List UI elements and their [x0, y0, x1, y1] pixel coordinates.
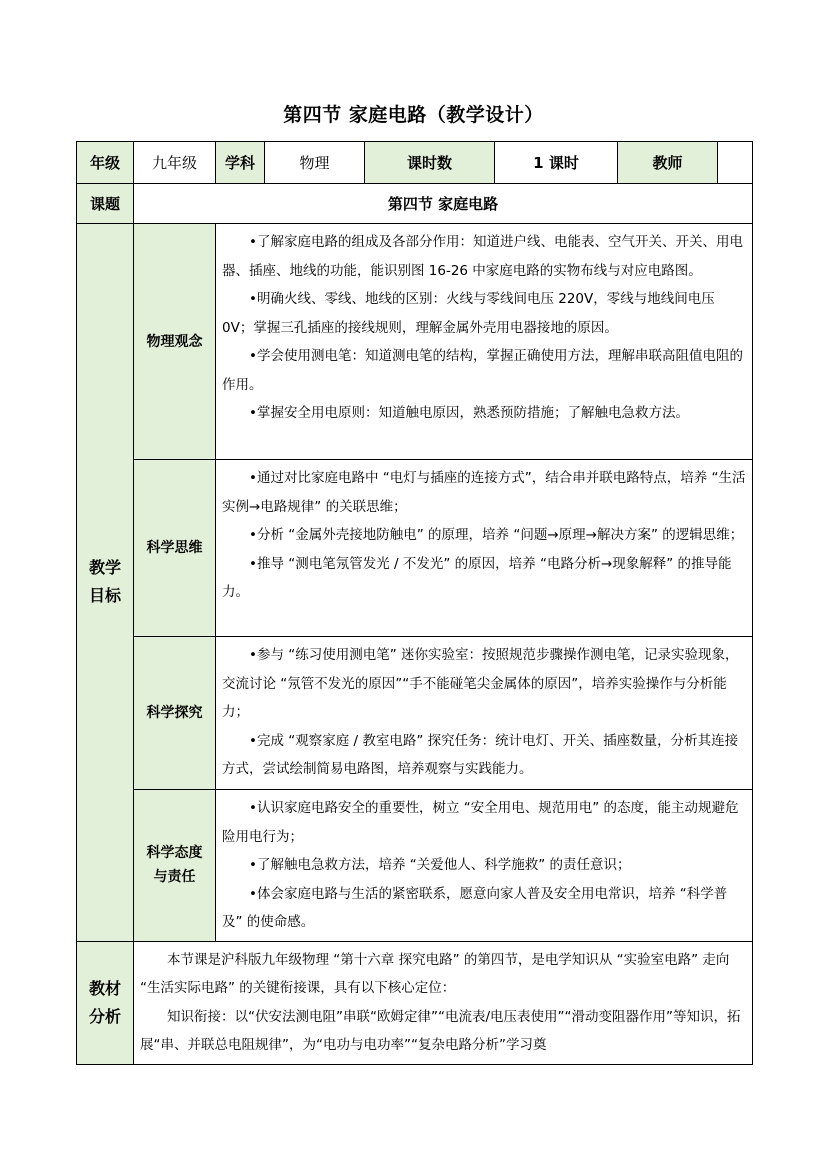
goal-paragraph: •参与 “练习使用测电笔” 迷你实验室：按照规范步骤操作测电笔，记录实验现象，交流讨论 “氖管不发光的原因”“手不能碰笔尖金属体的原因”，培养实验操作与分析能力；: [222, 647, 739, 720]
goal-name-physics: 物理观念: [134, 224, 216, 460]
analysis-row: [77, 941, 753, 1064]
goal-paragraph: •认识家庭电路安全的重要性，树立 “安全用电、规范用电” 的态度，能主动规避危险用电行为；: [222, 800, 739, 845]
goal-paragraph: •分析 “金属外壳接地防触电” 的原理，培养 “问题→原理→解决方案” 的逻辑思维；: [249, 527, 744, 543]
document-title: 第四节 家庭电路（教学设计）: [283, 104, 544, 126]
goals-label: [77, 224, 134, 942]
goal-name-inquiry: 科学探究: [134, 637, 216, 790]
analysis-content: [134, 941, 753, 1064]
analysis-label-line1: 教材: [88, 978, 121, 998]
goal-paragraph: •推导 “测电笔氖管发光 / 不发光” 的原因，培养 “电路分析→现象解释” 的推导能力。: [222, 555, 732, 600]
topic-label: 课题: [77, 184, 134, 224]
goal-paragraph: •完成 “观察家庭 / 教室电路” 探究任务：统计电灯、开关、插座数量，分析其连接方式，尝试绘制简易电路图，培养观察与实践能力。: [222, 732, 739, 777]
subject-label: 学科: [216, 142, 265, 184]
goal-paragraph: •明确火线、零线、地线的区别：火线与零线间电压 220V，零线与地线间电压 0V；掌握三孔插座的接线规则，理解金属外壳用电器接地的原因。: [222, 291, 715, 336]
goals-label-line1: 教学: [88, 558, 121, 578]
analysis-paragraph: 知识衔接：以“伏安法测电阻”串联“欧姆定律”“电流表/电压表使用”“滑动变阻器作用”等知识，拓展“串、并联总电阻规律”，为“电功与电功率”“复杂电路分析”学习奠: [140, 1008, 741, 1053]
goals-label-line2: 目标: [88, 586, 121, 606]
goal-content-inquiry: [216, 637, 753, 790]
goal-paragraph: •掌握安全用电原则：知道触电原因，熟悉预防措施；了解触电急救方法。: [249, 405, 689, 421]
goal-name-thinking: 科学思维: [134, 460, 216, 637]
goal-paragraph: •体会家庭电路与生活的紧密联系，愿意向家人普及安全用电常识，培养 “科学普及” 的使命感。: [222, 885, 728, 930]
grade-value: 九年级: [134, 142, 216, 184]
analysis-label-line2: 分析: [88, 1006, 121, 1026]
goal-paragraph: •了解家庭电路的组成及各部分作用：知道进户线、电能表、空气开关、开关、用电器、插座、地线的功能，能识别图 16-26 中家庭电路的实物布线与对应电路图。: [222, 234, 743, 279]
analysis-paragraph: 本节课是沪科版九年级物理 “第十六章 探究电路” 的第四节，是电学知识从 “实验室电路” 走向 “生活实际电路” 的关键衔接课，具有以下核心定位：: [140, 951, 730, 996]
goal-row-inquiry: [77, 637, 753, 790]
goal-name-attitude: [134, 790, 216, 942]
hours-label: 课时数: [365, 142, 495, 184]
goal-name-attitude-line2: 与责任: [153, 869, 196, 886]
goal-paragraph: •通过对比家庭电路中 “电灯与插座的连接方式”，结合串并联电路特点，培养 “生活实例→电路规律” 的关联思维；: [222, 470, 746, 515]
goal-name-attitude-line1: 科学态度: [146, 845, 203, 862]
teacher-value: [718, 142, 753, 184]
goal-paragraph: •学会使用测电笔：知道测电笔的结构，掌握正确使用方法，理解串联高阻值电阻的作用。: [222, 348, 743, 393]
goal-content-physics: [216, 224, 753, 460]
goal-content-attitude: [216, 790, 753, 942]
hours-value: 1 课时: [495, 142, 618, 184]
header-row: [77, 142, 753, 184]
topic-value: 第四节 家庭电路: [134, 184, 753, 224]
goal-content-thinking: [216, 460, 753, 637]
analysis-label: [77, 941, 134, 1064]
subject-value: 物理: [265, 142, 365, 184]
goal-row-physics: [77, 224, 753, 460]
teacher-label: 教师: [618, 142, 718, 184]
goal-paragraph: •了解触电急救方法，培养 “关爱他人、科学施救” 的责任意识；: [249, 857, 631, 873]
goal-row-attitude: [77, 790, 753, 942]
topic-row: [77, 184, 753, 224]
lesson-plan-table: [76, 141, 753, 1065]
grade-label: 年级: [77, 142, 134, 184]
goal-row-thinking: [77, 460, 753, 637]
